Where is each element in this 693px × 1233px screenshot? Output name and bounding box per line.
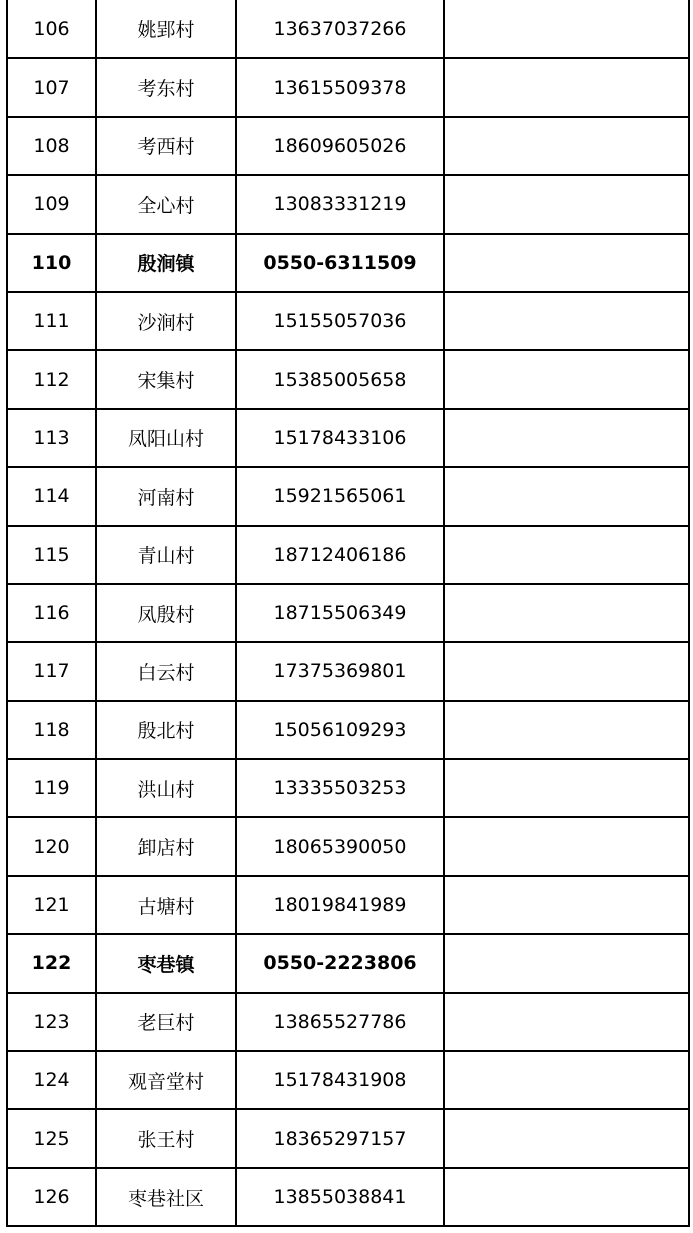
table-row <box>7 701 689 759</box>
name-cell: 卸店村 <box>96 817 236 875</box>
table-row <box>7 175 689 233</box>
phone-cell: 18019841989 <box>236 876 444 934</box>
name-cell: 白云村 <box>96 642 236 700</box>
table-row <box>7 876 689 934</box>
phone-cell: 18715506349 <box>236 584 444 642</box>
table-row <box>7 526 689 584</box>
note-cell <box>444 0 689 58</box>
name-cell: 老巨村 <box>96 993 236 1051</box>
index-cell: 114 <box>7 467 96 525</box>
name-cell: 姚郢村 <box>96 0 236 58</box>
index-cell: 120 <box>7 817 96 875</box>
table-row <box>7 934 689 992</box>
name-cell: 考东村 <box>96 58 236 116</box>
phone-cell: 13855038841 <box>236 1168 444 1226</box>
phone-cell: 15921565061 <box>236 467 444 525</box>
note-cell <box>444 1168 689 1226</box>
note-cell <box>444 817 689 875</box>
note-cell <box>444 234 689 292</box>
name-cell: 河南村 <box>96 467 236 525</box>
note-cell <box>444 701 689 759</box>
name-cell: 洪山村 <box>96 759 236 817</box>
phone-cell: 13865527786 <box>236 993 444 1051</box>
index-cell: 126 <box>7 1168 96 1226</box>
table-row <box>7 642 689 700</box>
index-cell: 122 <box>7 934 96 992</box>
table-row <box>7 58 689 116</box>
note-cell <box>444 292 689 350</box>
table-row <box>7 234 689 292</box>
name-cell: 沙涧村 <box>96 292 236 350</box>
note-cell <box>444 993 689 1051</box>
index-cell: 121 <box>7 876 96 934</box>
phone-cell: 13083331219 <box>236 175 444 233</box>
note-cell <box>444 584 689 642</box>
note-cell <box>444 759 689 817</box>
index-cell: 115 <box>7 526 96 584</box>
phone-cell: 18065390050 <box>236 817 444 875</box>
name-cell: 全心村 <box>96 175 236 233</box>
index-cell: 117 <box>7 642 96 700</box>
note-cell <box>444 175 689 233</box>
note-cell <box>444 526 689 584</box>
name-cell: 殷北村 <box>96 701 236 759</box>
phone-cell: 15155057036 <box>236 292 444 350</box>
note-cell <box>444 350 689 408</box>
index-cell: 106 <box>7 0 96 58</box>
name-cell: 古塘村 <box>96 876 236 934</box>
note-cell <box>444 934 689 992</box>
phone-cell: 15178433106 <box>236 409 444 467</box>
name-cell: 殷涧镇 <box>96 234 236 292</box>
index-cell: 112 <box>7 350 96 408</box>
table-row <box>7 350 689 408</box>
note-cell <box>444 1109 689 1167</box>
table-row <box>7 1109 689 1167</box>
phone-cell: 18712406186 <box>236 526 444 584</box>
table-row <box>7 584 689 642</box>
index-cell: 107 <box>7 58 96 116</box>
phone-cell: 13335503253 <box>236 759 444 817</box>
index-cell: 125 <box>7 1109 96 1167</box>
phone-cell: 13615509378 <box>236 58 444 116</box>
index-cell: 118 <box>7 701 96 759</box>
name-cell: 凤阳山村 <box>96 409 236 467</box>
table-row <box>7 1168 689 1226</box>
table-row <box>7 759 689 817</box>
phone-cell: 15178431908 <box>236 1051 444 1109</box>
name-cell: 枣巷镇 <box>96 934 236 992</box>
contact-table-body <box>7 0 689 1226</box>
note-cell <box>444 467 689 525</box>
index-cell: 123 <box>7 993 96 1051</box>
index-cell: 116 <box>7 584 96 642</box>
table-row <box>7 117 689 175</box>
phone-cell: 0550-2223806 <box>236 934 444 992</box>
table-row <box>7 1051 689 1109</box>
name-cell: 张王村 <box>96 1109 236 1167</box>
name-cell: 枣巷社区 <box>96 1168 236 1226</box>
index-cell: 109 <box>7 175 96 233</box>
table-row <box>7 409 689 467</box>
name-cell: 青山村 <box>96 526 236 584</box>
name-cell: 考西村 <box>96 117 236 175</box>
note-cell <box>444 876 689 934</box>
table-row <box>7 292 689 350</box>
table-row <box>7 993 689 1051</box>
phone-cell: 0550-6311509 <box>236 234 444 292</box>
table-row <box>7 467 689 525</box>
index-cell: 108 <box>7 117 96 175</box>
phone-cell: 13637037266 <box>236 0 444 58</box>
table-row <box>7 817 689 875</box>
index-cell: 119 <box>7 759 96 817</box>
phone-cell: 18365297157 <box>236 1109 444 1167</box>
contact-table-container <box>6 0 688 1227</box>
note-cell <box>444 642 689 700</box>
table-row <box>7 0 689 58</box>
note-cell <box>444 58 689 116</box>
name-cell: 宋集村 <box>96 350 236 408</box>
index-cell: 110 <box>7 234 96 292</box>
note-cell <box>444 117 689 175</box>
index-cell: 113 <box>7 409 96 467</box>
index-cell: 124 <box>7 1051 96 1109</box>
name-cell: 凤殷村 <box>96 584 236 642</box>
index-cell: 111 <box>7 292 96 350</box>
note-cell <box>444 1051 689 1109</box>
phone-cell: 18609605026 <box>236 117 444 175</box>
phone-cell: 15385005658 <box>236 350 444 408</box>
note-cell <box>444 409 689 467</box>
phone-cell: 17375369801 <box>236 642 444 700</box>
name-cell: 观音堂村 <box>96 1051 236 1109</box>
phone-cell: 15056109293 <box>236 701 444 759</box>
contact-table <box>6 0 690 1227</box>
